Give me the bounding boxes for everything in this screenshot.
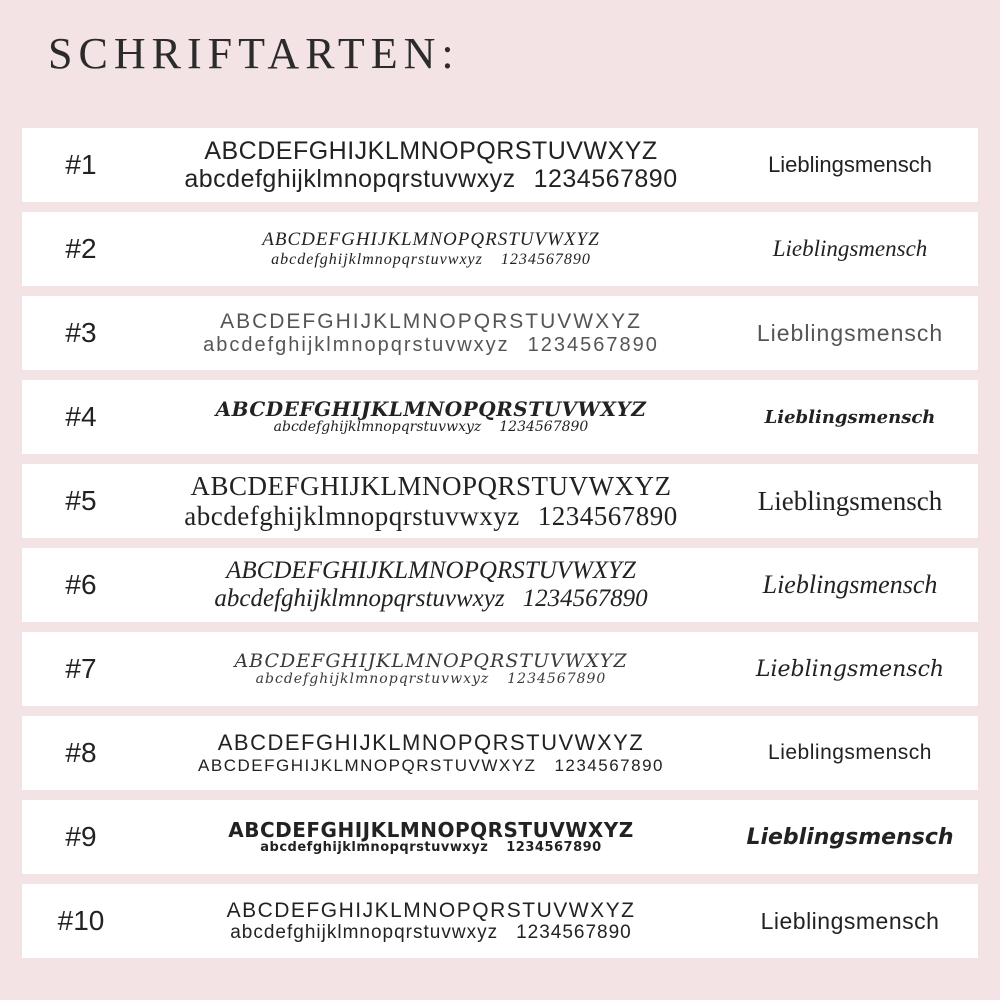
specimen-lowercase: abcdefghijklmnopqrstuvwxyz xyxy=(255,670,490,687)
specimen-uppercase: ABCDEFGHIJKLMNOPQRSTUVWXYZ xyxy=(262,229,600,251)
font-specimen xyxy=(140,651,722,688)
font-sample-word: Lieblingsmensch xyxy=(755,656,945,682)
specimen-lowercase: abcdefghijklmnopqrstuvwxyz xyxy=(271,250,483,268)
specimen-lowercase: abcdefghijklmnopqrstuvwxyz xyxy=(273,419,482,436)
font-number: #6 xyxy=(65,569,97,600)
specimen-lowercase: abcdefghijklmnopqrstuvwxyz xyxy=(203,333,510,356)
font-sample-word: Lieblingsmensch xyxy=(760,907,940,934)
font-specimen xyxy=(140,310,722,356)
font-row[interactable] xyxy=(22,380,978,454)
specimen-digits: 1234567890 xyxy=(499,419,589,436)
font-number: #2 xyxy=(65,233,97,264)
font-row[interactable] xyxy=(22,716,978,790)
font-row[interactable] xyxy=(22,548,978,622)
font-row[interactable] xyxy=(22,884,978,958)
specimen-lowercase-line xyxy=(144,501,718,531)
specimen-lowercase-line xyxy=(144,756,718,775)
specimen-digits: 1234567890 xyxy=(506,839,602,855)
specimen-lowercase-line xyxy=(144,672,718,688)
specimen-digits: 1234567890 xyxy=(516,922,632,944)
specimen-digits: 1234567890 xyxy=(522,585,648,612)
specimen-lowercase-line xyxy=(144,165,718,193)
specimen-uppercase: ABCDEFGHIJKLMNOPQRSTUVWXYZ xyxy=(226,898,636,922)
specimen-uppercase: ABCDEFGHIJKLMNOPQRSTUVWXYZ xyxy=(234,650,628,672)
font-specimen xyxy=(140,137,722,193)
font-sample-word: Lieblingsmensch xyxy=(757,485,943,516)
specimen-uppercase: ABCDEFGHIJKLMNOPQRSTUVWXYZ xyxy=(220,310,642,334)
font-number: #3 xyxy=(65,317,97,348)
font-sample-word: Lieblingsmensch xyxy=(772,236,928,261)
specimen-digits: 1234567890 xyxy=(537,501,678,531)
specimen-digits: 1234567890 xyxy=(500,250,591,268)
specimen-lowercase: abcdefghijklmnopqrstuvwxyz xyxy=(184,501,520,531)
page-title: SCHRIFTARTEN: xyxy=(48,29,460,78)
font-row[interactable] xyxy=(22,800,978,874)
specimen-lowercase: abcdefghijklmnopqrstuvwxyz xyxy=(184,165,516,193)
font-row[interactable] xyxy=(22,128,978,202)
specimen-uppercase: ABCDEFGHIJKLMNOPQRSTUVWXYZ xyxy=(204,137,658,165)
font-sample-word: Lieblingsmensch xyxy=(768,741,932,764)
specimen-digits: 1234567890 xyxy=(527,333,659,356)
font-row[interactable] xyxy=(22,212,978,286)
font-specimen xyxy=(140,731,722,775)
specimen-lowercase: abcdefghijklmnopqrstuvwxyz xyxy=(260,839,489,855)
font-row[interactable] xyxy=(22,632,978,706)
specimen-digits: 1234567890 xyxy=(533,165,678,193)
specimen-digits: 1234567890 xyxy=(554,755,664,775)
font-sample-word: Lieblingsmensch xyxy=(762,570,938,599)
font-number: #9 xyxy=(65,821,97,852)
font-specimen xyxy=(140,819,722,856)
specimen-lowercase: abcdefghijklmnopqrstuvwxyz xyxy=(230,922,499,944)
font-number: #1 xyxy=(65,149,97,180)
specimen-lowercase: ABCDEFGHIJKLMNOPQRSTUVWXYZ xyxy=(198,755,537,775)
font-list xyxy=(22,128,978,968)
font-specimen xyxy=(140,471,722,531)
font-specimen xyxy=(140,557,722,613)
font-row[interactable] xyxy=(22,464,978,538)
specimen-lowercase-line xyxy=(144,420,718,436)
specimen-uppercase: ABCDEFGHIJKLMNOPQRSTUVWXYZ xyxy=(190,470,672,501)
font-number: #8 xyxy=(65,737,97,768)
font-specimen xyxy=(140,229,722,268)
specimen-uppercase: ABCDEFGHIJKLMNOPQRSTUVWXYZ xyxy=(226,557,636,584)
specimen-lowercase-line xyxy=(144,922,718,943)
font-specimen xyxy=(140,398,722,436)
specimen-uppercase: ABCDEFGHIJKLMNOPQRSTUVWXYZ xyxy=(217,731,645,756)
font-number: #7 xyxy=(65,653,97,684)
specimen-uppercase: ABCDEFGHIJKLMNOPQRSTUVWXYZ xyxy=(228,818,634,842)
font-sample-word: Lieblingsmensch xyxy=(746,824,954,850)
specimen-lowercase-line xyxy=(144,585,718,613)
specimen-lowercase-line xyxy=(144,251,718,269)
font-sample-word: Lieblingsmensch xyxy=(768,152,932,177)
specimen-lowercase-line xyxy=(144,841,718,856)
specimen-lowercase-line xyxy=(144,334,718,356)
specimen-digits: 1234567890 xyxy=(507,670,607,687)
specimen-uppercase: ABCDEFGHIJKLMNOPQRSTUVWXYZ xyxy=(215,397,647,421)
font-row[interactable] xyxy=(22,296,978,370)
font-number: #5 xyxy=(65,485,97,516)
font-specimen xyxy=(140,899,722,944)
font-sample-word: Lieblingsmensch xyxy=(756,319,944,346)
font-number: #10 xyxy=(57,905,105,936)
specimen-lowercase: abcdefghijklmnopqrstuvwxyz xyxy=(214,585,505,612)
font-sample-word: Lieblingsmensch xyxy=(764,406,936,428)
font-number: #4 xyxy=(65,401,97,432)
